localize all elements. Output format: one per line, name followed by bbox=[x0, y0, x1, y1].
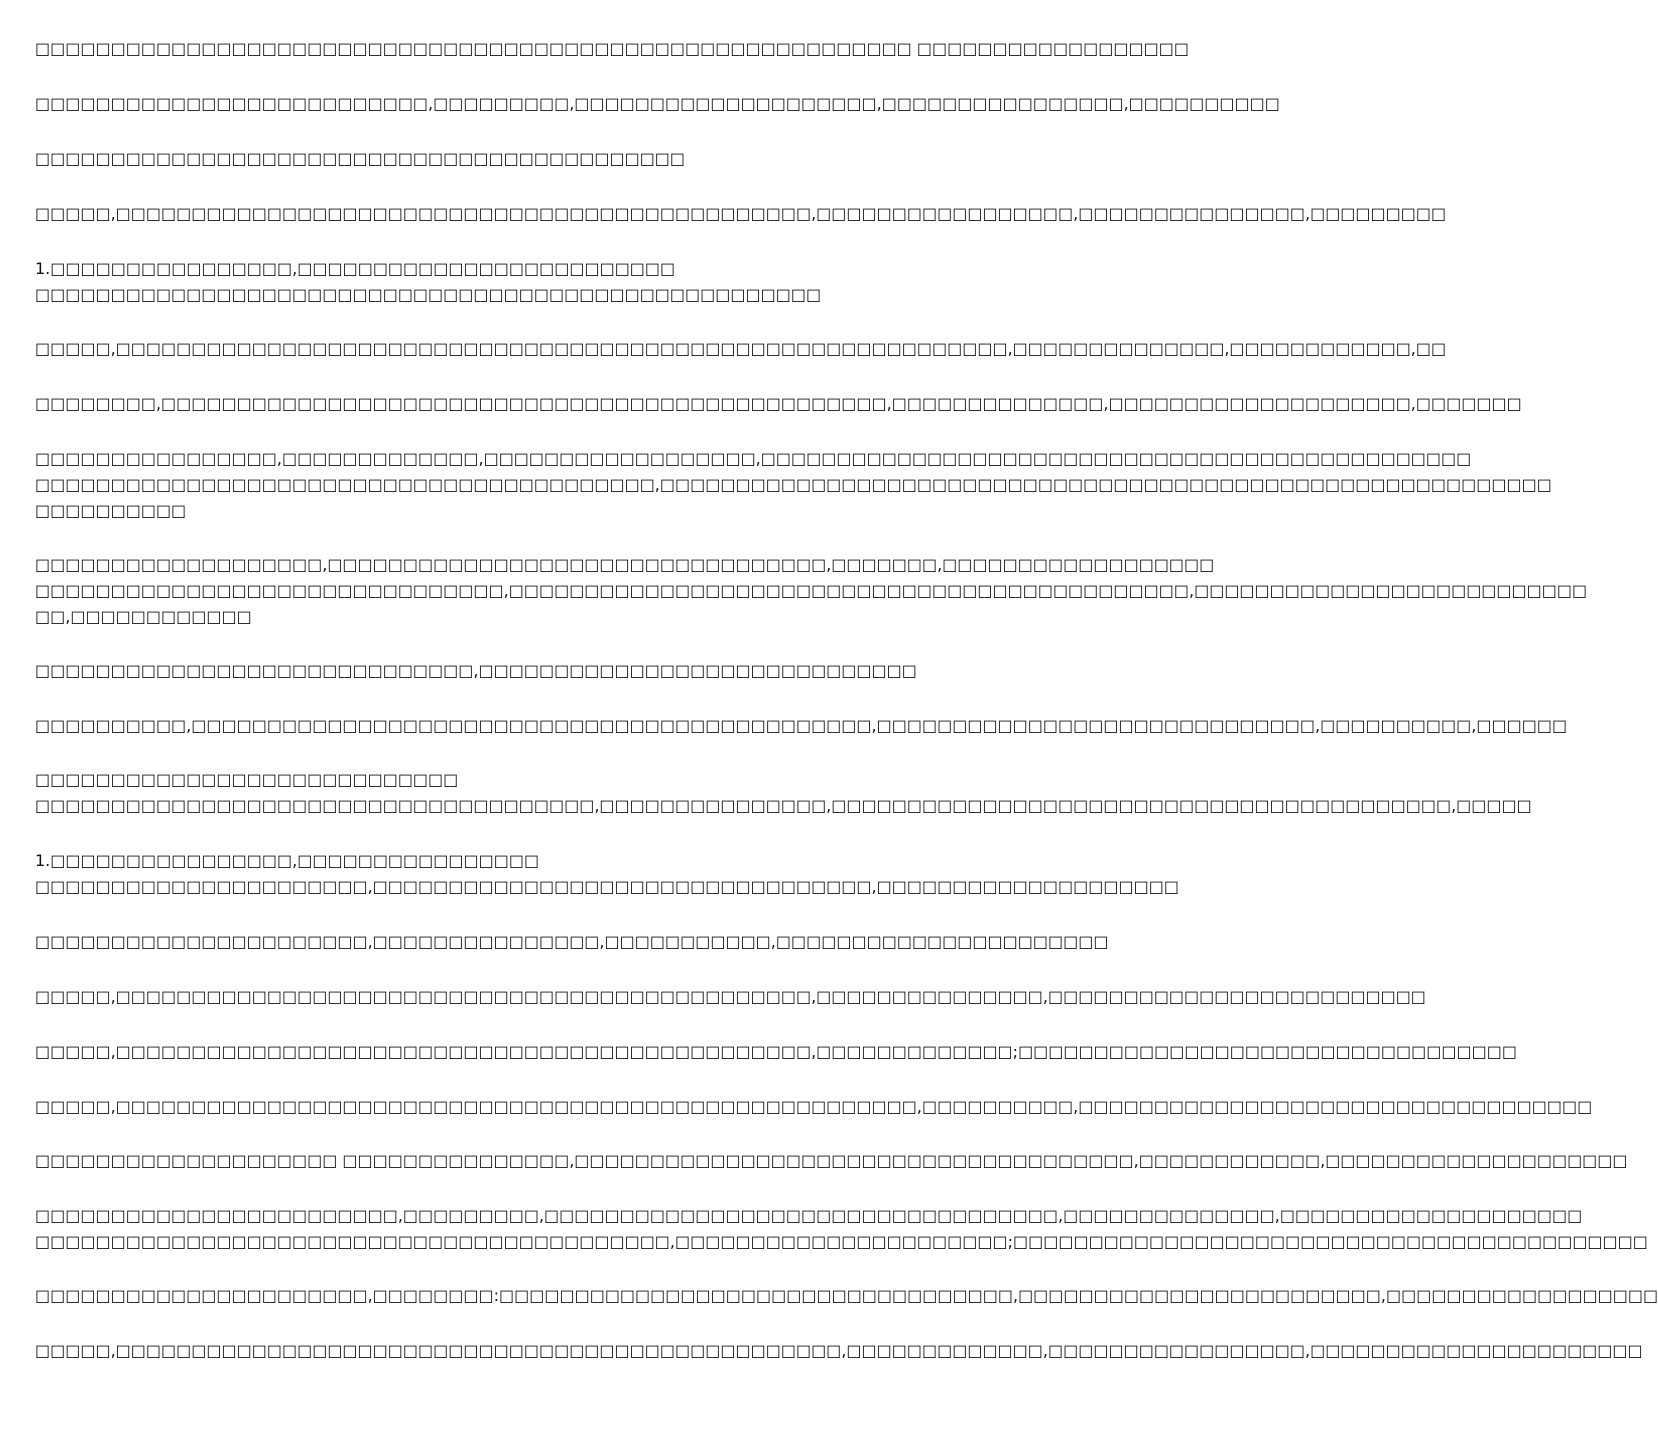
paragraph-line: □□□□□,□□□□□□□□□□□□□□□□□□□□□□□□□□□□□□□□□□□□□□□□□□□□□□,□□□□□□□□□□□□□;□□□□□□□□□□□□□□□□□□□□□□□□□□□□□□□□□ bbox=[35, 1042, 1517, 1061]
paragraph-16 bbox=[35, 1039, 1517, 1065]
paragraph-19 bbox=[35, 1203, 1648, 1255]
paragraph-line: □□□□□□□□□□□□□□□□□□□□□□□□□□□□□□□□□□□□□□□□□□,□□□□□□□□□□□□□□□□□□□□□□;□□□□□□□□□□□□□□□□□□□□□□□□□□□□□□□□□□□□□□□□□□ bbox=[35, 1232, 1648, 1251]
paragraph-5 bbox=[35, 256, 990, 308]
paragraph-line: □□,□□□□□□□□□□□□ bbox=[35, 607, 252, 626]
paragraph-17 bbox=[35, 1094, 1593, 1120]
document-body bbox=[35, 0, 1658, 1449]
paragraph-line: □□□□□□□□□□□□□□□□□□□□□□□□□□□□□□□□□□□□□,□□□□□□□□□□□□□□□,□□□□□□□□□□□□□□□□□□□□□□□□□□□□□□□□□□□□□□□□□,□□□□□ bbox=[35, 796, 1532, 815]
paragraph-2 bbox=[35, 91, 1280, 117]
paragraph-9 bbox=[35, 552, 1588, 630]
paragraph-line: □□□□□□□□□□□□□□□□□□□□□□□□□□□□□,□□□□□□□□□□□□□□□□□□□□□□□□□□□□□ bbox=[35, 661, 917, 680]
paragraph-18 bbox=[35, 1148, 1628, 1174]
paragraph-10 bbox=[35, 658, 990, 684]
paragraph-line: □□□□□,□□□□□□□□□□□□□□□□□□□□□□□□□□□□□□□□□□□□□□□□□□□□□□□□□□□□□□□□□□□,□□□□□□□□□□□□□□,□□□□□□□□□□□□,□□ bbox=[35, 339, 1447, 358]
paragraph-line: □□□□□□□□,□□□□□□□□□□□□□□□□□□□□□□□□□□□□□□□□□□□□□□□□□□□□□□□□,□□□□□□□□□□□□□□,□□□□□□□□□□□□□□□□□□□□,□□□□□□□ bbox=[35, 394, 1522, 413]
paragraph-line: □□□□□□□□□□□□□□□□□□□,□□□□□□□□□□□□□□□□□□□□□□□□□□□□□□□□□,□□□□□□□,□□□□□□□□□□□□□□□□□□ bbox=[35, 555, 1215, 574]
paragraph-line: □□□□□□□□□□□□□□□□□□□□□□□□□□□□□□□□□□□□□□□□□□□□□□□□□□□□□□□□□□ □□□□□□□□□□□□□□□□□□ bbox=[35, 39, 1189, 58]
paragraph-14 bbox=[35, 929, 1109, 955]
paragraph-8 bbox=[35, 446, 1552, 524]
paragraph-12 bbox=[35, 767, 1532, 819]
paragraph-6 bbox=[35, 336, 1447, 362]
paragraph-line: □□□□□□□□□□ bbox=[35, 501, 187, 520]
paragraph-line: □□□□□□□□□□,□□□□□□□□□□□□□□□□□□□□□□□□□□□□□□□□□□□□□□□□□□□□□,□□□□□□□□□□□□□□□□□□□□□□□□□□□□□,□□□□□□□□□□,□□□□□□ bbox=[35, 716, 1568, 735]
paragraph-line: □□□□□□□□□□□□□□□□□□□□□□□□□□□□□□□□□□□□□□□□□□□ bbox=[35, 149, 686, 168]
paragraph-line: □□□□□,□□□□□□□□□□□□□□□□□□□□□□□□□□□□□□□□□□□□□□□□□□□□□□□□,□□□□□□□□□□□□□,□□□□□□□□□□□□□□□□□,□□□□□□□□□□□□□□□□□□□□□□ bbox=[35, 1341, 1643, 1360]
paragraph-21 bbox=[35, 1338, 1643, 1364]
paragraph-line: 1.□□□□□□□□□□□□□□□□,□□□□□□□□□□□□□□□□ bbox=[35, 851, 540, 870]
paragraph-line: □□□□□□□□□□□□□□□□□□□□□□□□□□□□□□□,□□□□□□□□□□□□□□□□□□□□□□□□□□□□□□□□□□□□□□□□□□□□□,□□□□□□□□□□□□□□□□□□□□□□□□□□ bbox=[35, 581, 1588, 600]
paragraph-3 bbox=[35, 146, 990, 172]
paragraph-line: □□□□□□□□□□□□□□□□□□□□□□□□□□□□□□□□□□□□□□□□□,□□□□□□□□□□□□□□□□□□□□□□□□□□□□□□□□□□□□□□□□□□□□□□□□□□□□□□□□□□□ bbox=[35, 475, 1552, 494]
paragraph-1 bbox=[35, 36, 1189, 62]
paragraph-13 bbox=[35, 848, 1179, 900]
paragraph-line: □□□□□,□□□□□□□□□□□□□□□□□□□□□□□□□□□□□□□□□□□□□□□□□□□□□□,□□□□□□□□□□□□□□□,□□□□□□□□□□□□□□□□□□□□□□□□□ bbox=[35, 987, 1426, 1006]
paragraph-4 bbox=[35, 201, 1447, 227]
paragraph-line: □□□□□□□□□□□□□□□□□□□□□□,□□□□□□□□□□□□□□□□□□□□□□□□□□□□□□□□□,□□□□□□□□□□□□□□□□□□□□ bbox=[35, 877, 1179, 896]
paragraph-20 bbox=[35, 1283, 1658, 1309]
paragraph-line: 1.□□□□□□□□□□□□□□□□,□□□□□□□□□□□□□□□□□□□□□□□□□ bbox=[35, 259, 676, 278]
paragraph-line: □□□□□□□□□□□□□□□□□□□□□□,□□□□□□□□:□□□□□□□□□□□□□□□□□□□□□□□□□□□□□□□□□□,□□□□□□□□□□□□□□□□□□□□□□□□,□□□□□□□□□□□□□□□□□□ bbox=[35, 1286, 1658, 1305]
paragraph-11 bbox=[35, 713, 1568, 739]
paragraph-line: □□□□□□□□□□□□□□□□□□□□□□□□□□□□□□□□□□□□□□□□□□□□□□□□□□□□ bbox=[35, 285, 822, 304]
paragraph-15 bbox=[35, 984, 1426, 1010]
paragraph-line: □□□□□□□□□□□□□□□□□□□□□□□□□□□□ bbox=[35, 770, 459, 789]
paragraph-line: □□□□□,□□□□□□□□□□□□□□□□□□□□□□□□□□□□□□□□□□□□□□□□□□□□□□,□□□□□□□□□□□□□□□□□,□□□□□□□□□□□□□□□,□□□□□□□□□ bbox=[35, 204, 1447, 223]
paragraph-line: □□□□□□□□□□□□□□□□□□□□□□,□□□□□□□□□□□□□□□,□□□□□□□□□□□,□□□□□□□□□□□□□□□□□□□□□□ bbox=[35, 932, 1109, 951]
paragraph-line: □□□□□□□□□□□□□□□□,□□□□□□□□□□□□□,□□□□□□□□□□□□□□□□□□,□□□□□□□□□□□□□□□□□□□□□□□□□□□□□□□□□□□□□□□□□□□□□□□ bbox=[35, 449, 1472, 468]
paragraph-line: □□□□□,□□□□□□□□□□□□□□□□□□□□□□□□□□□□□□□□□□□□□□□□□□□□□□□□□□□□□,□□□□□□□□□□,□□□□□□□□□□□□□□□□□□□□□□□□□□□□□□□□□□ bbox=[35, 1097, 1593, 1116]
paragraph-7 bbox=[35, 391, 1522, 417]
paragraph-line: □□□□□□□□□□□□□□□□□□□□□□□□□□,□□□□□□□□□,□□□□□□□□□□□□□□□□□□□□,□□□□□□□□□□□□□□□□,□□□□□□□□□□ bbox=[35, 94, 1280, 113]
paragraph-line: □□□□□□□□□□□□□□□□□□□□ □□□□□□□□□□□□□□□,□□□□□□□□□□□□□□□□□□□□□□□□□□□□□□□□□□□□□,□□□□□□□□□□□□,□□□□□□□□□□□□□□□□□□□□ bbox=[35, 1151, 1628, 1170]
paragraph-line: □□□□□□□□□□□□□□□□□□□□□□□□,□□□□□□□□□,□□□□□□□□□□□□□□□□□□□□□□□□□□□□□□□□□□,□□□□□□□□□□□□□□,□□□□□□□□□□□□□□□□□□□□ bbox=[35, 1206, 1583, 1225]
